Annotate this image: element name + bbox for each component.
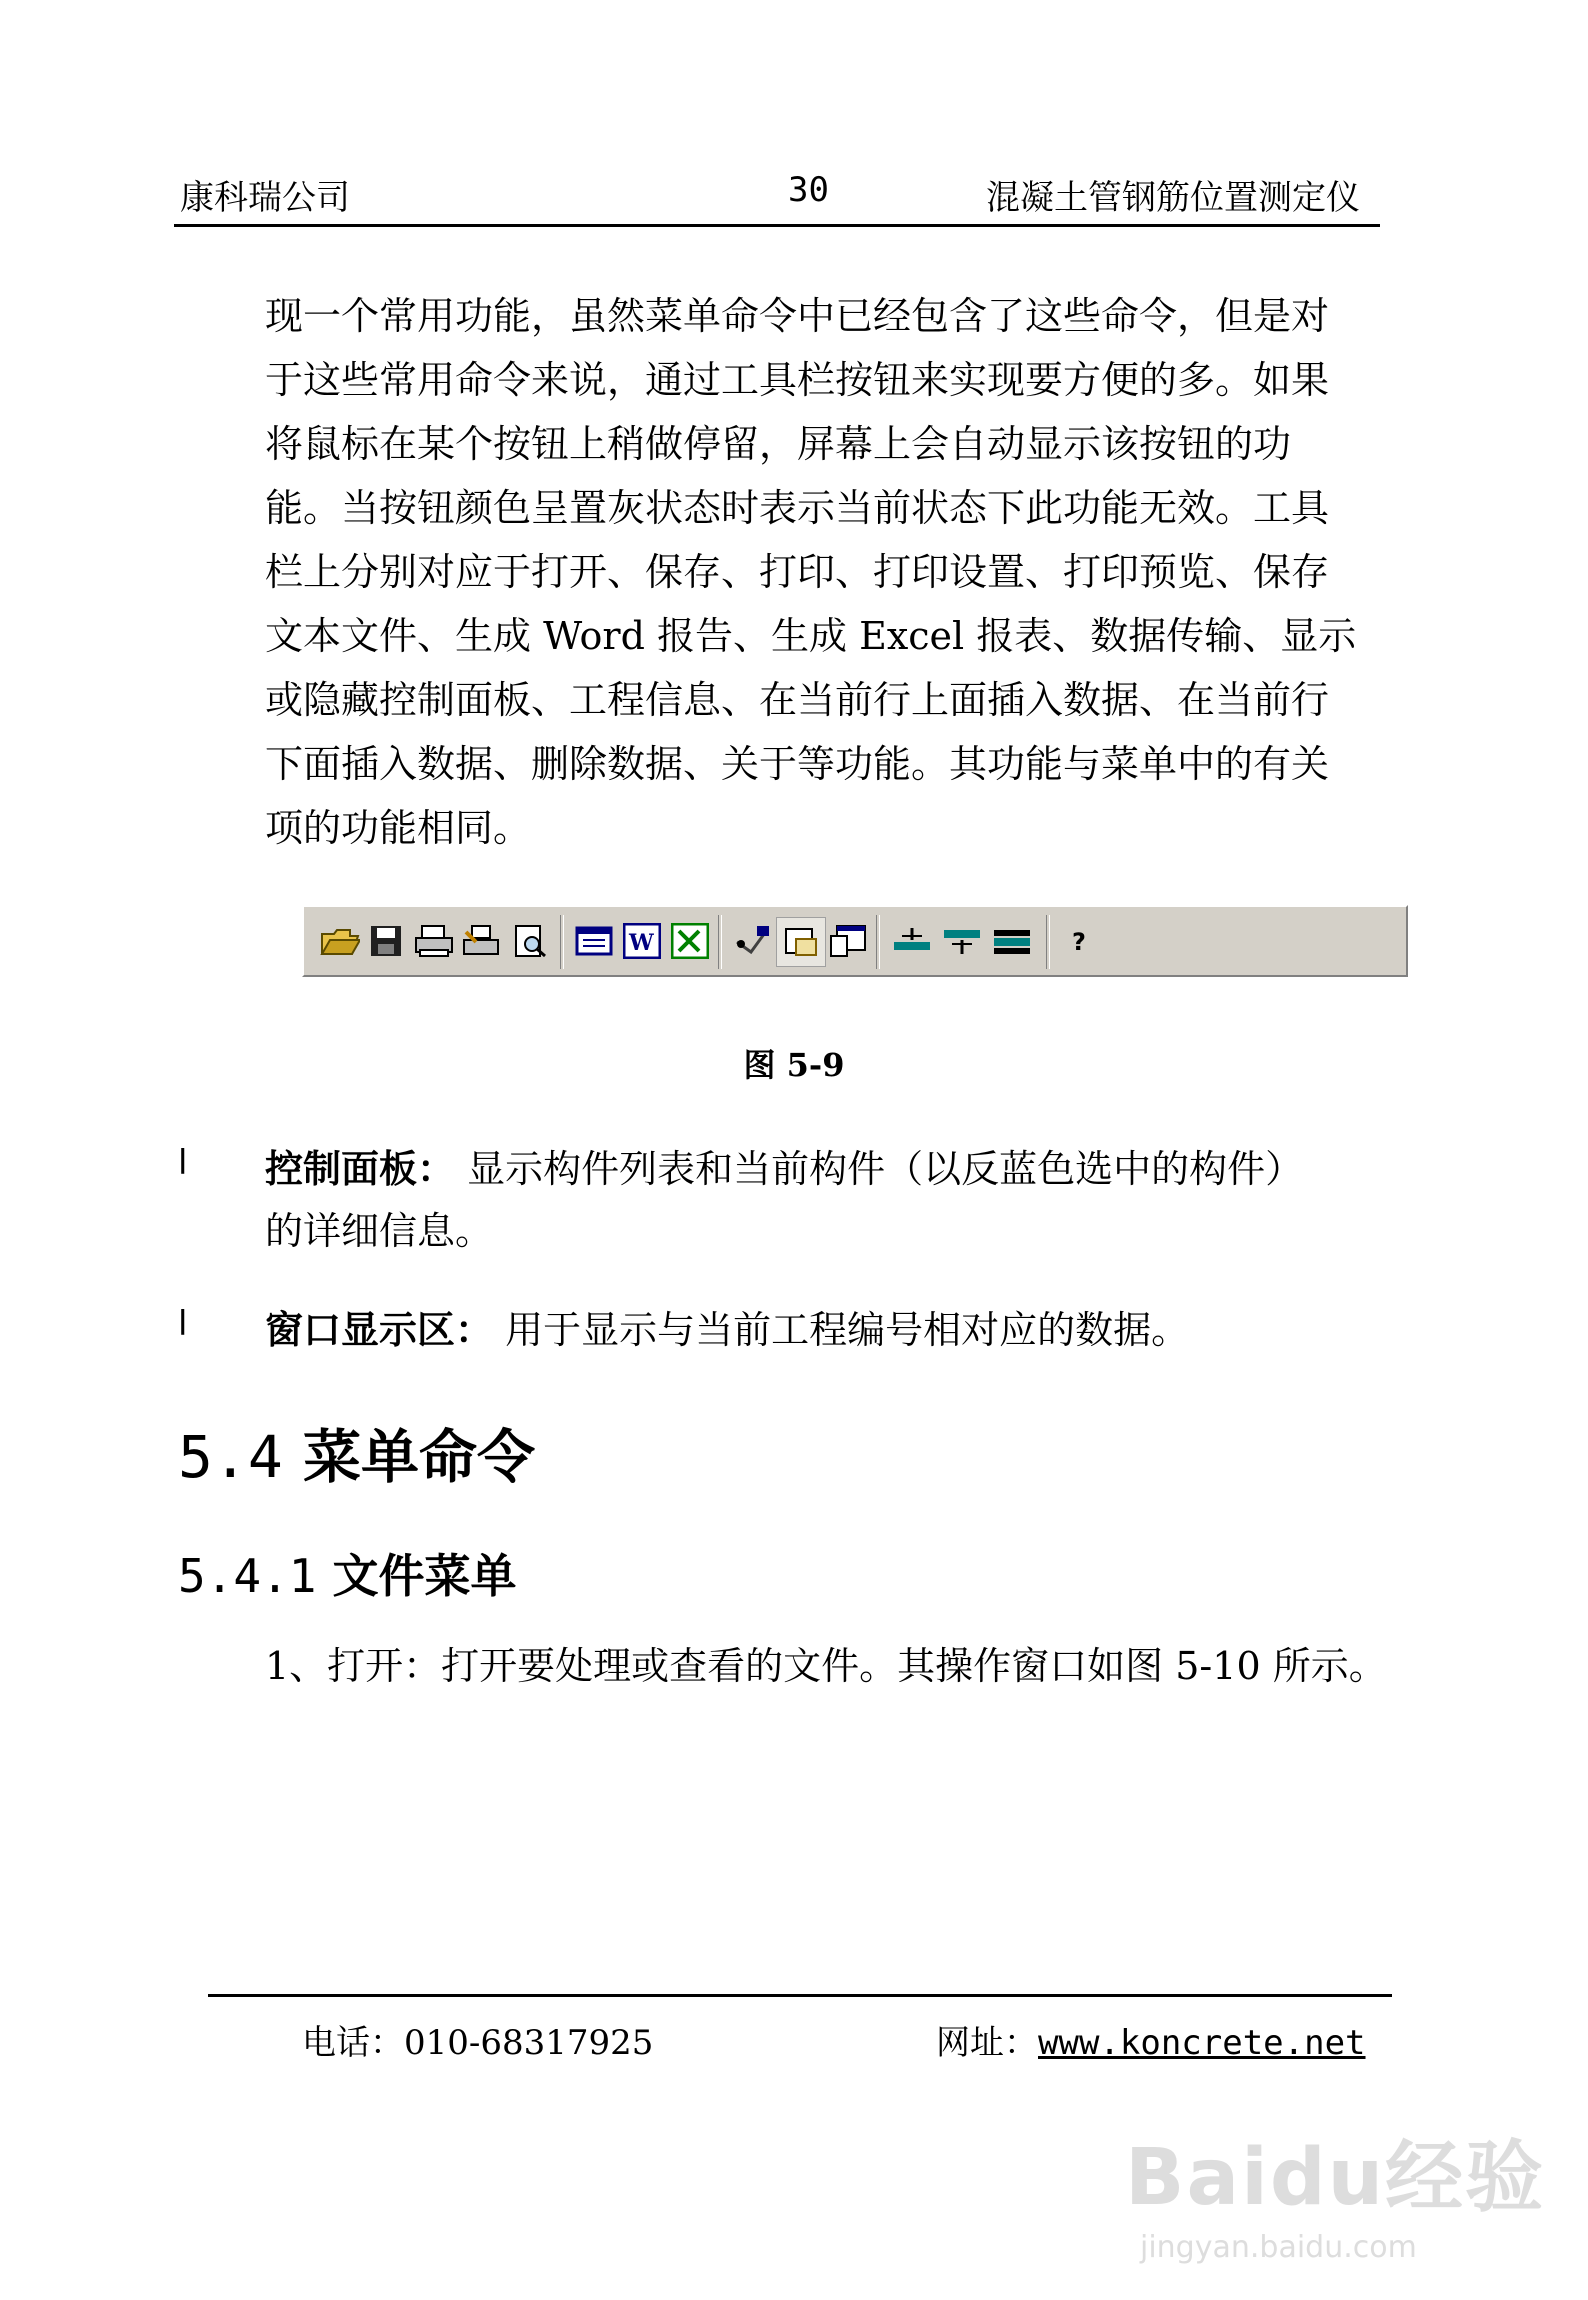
footer-phone: 电话：010-68317925	[302, 2023, 654, 2063]
bullet-term: 控制面板：	[265, 1146, 456, 1191]
bullet-description: 显示构件列表和当前构件（以反蓝色选中的构件）	[455, 1147, 1304, 1191]
bullet-marker: l	[178, 1143, 188, 1183]
page-number: 30	[788, 170, 829, 210]
bullet-term: 窗口显示区：	[265, 1307, 494, 1352]
company-name: 康科瑞公司	[180, 178, 350, 218]
project-info-icon	[824, 917, 872, 965]
body-line: 将鼠标在某个按钮上稍做停留，屏幕上会自动显示该按钮的功	[265, 422, 1292, 466]
body-paragraph	[265, 284, 1450, 860]
section-number: 5.4	[178, 1423, 283, 1491]
footer-website	[936, 2015, 1366, 2064]
open-paragraph: 1、打开：打开要处理或查看的文件。其操作窗口如图 5-10 所示。	[265, 1644, 1387, 1688]
subsection-title: 文件菜单	[332, 1549, 517, 1603]
about-icon	[1056, 917, 1104, 965]
word-report-icon	[618, 917, 666, 965]
toolbar-figure	[302, 905, 1408, 977]
section-heading	[178, 1410, 535, 1494]
body-line: 能。当按钮颜色呈置灰状态时表示当前状态下此功能无效。工具	[265, 486, 1330, 530]
body-line: 下面插入数据、删除数据、关于等功能。其功能与菜单中的有关	[265, 742, 1330, 786]
excel-report-icon	[666, 917, 714, 965]
website-link[interactable]: www.koncrete.net	[1038, 2023, 1366, 2063]
print-icon	[410, 917, 458, 965]
watermark-brand: Baidu经验	[1125, 2133, 1546, 2223]
insert-below-icon	[938, 917, 986, 965]
watermark-url: jingyan.baidu.com	[1140, 2230, 1417, 2265]
body-line: 项的功能相同。	[265, 806, 532, 850]
save-icon	[362, 917, 410, 965]
figure-caption: 图 5-9	[743, 1046, 845, 1084]
body-line: 于这些常用命令来说，通过工具栏按钮来实现要方便的多。如果	[265, 358, 1330, 402]
bullet-marker: l	[178, 1304, 188, 1344]
control-panel-icon	[776, 917, 826, 967]
footer-divider	[208, 1994, 1392, 1997]
save-text-icon	[570, 917, 618, 965]
toolbar-separator	[560, 915, 564, 969]
toolbar-separator	[876, 915, 880, 969]
bullet-item-window-area	[265, 1299, 1450, 1361]
bullet-item-control-panel	[265, 1138, 1450, 1262]
body-line: 现一个常用功能，虽然菜单命令中已经包含了这些命令，但是对	[265, 294, 1330, 338]
svg-text:W: W	[629, 930, 654, 956]
svg-text:?: ?	[1072, 928, 1086, 956]
bullet-description-cont: 的详细信息。	[265, 1209, 494, 1253]
data-transfer-icon	[728, 917, 776, 965]
toolbar-separator	[718, 915, 722, 969]
website-label: 网址：	[936, 2023, 1038, 2063]
bullet-description: 用于显示与当前工程编号相对应的数据。	[493, 1308, 1190, 1352]
delete-icon	[988, 917, 1036, 965]
body-line: 或隐藏控制面板、工程信息、在当前行上面插入数据、在当前行	[265, 678, 1330, 722]
print-preview-icon	[506, 917, 554, 965]
subsection-heading	[178, 1540, 517, 1606]
subsection-number: 5.4.1	[178, 1549, 317, 1603]
body-line: 栏上分别对应于打开、保存、打印、打印设置、打印预览、保存	[265, 550, 1330, 594]
product-name: 混凝土管钢筋位置测定仪	[986, 178, 1360, 218]
body-line: 文本文件、生成 Word 报告、生成 Excel 报表、数据传输、显示	[265, 614, 1357, 658]
print-setup-icon	[458, 917, 506, 965]
section-title: 菜单命令	[302, 1423, 535, 1491]
insert-above-icon	[888, 917, 936, 965]
open-icon	[316, 917, 364, 965]
toolbar-separator	[1046, 915, 1050, 969]
page-header	[174, 160, 1380, 227]
